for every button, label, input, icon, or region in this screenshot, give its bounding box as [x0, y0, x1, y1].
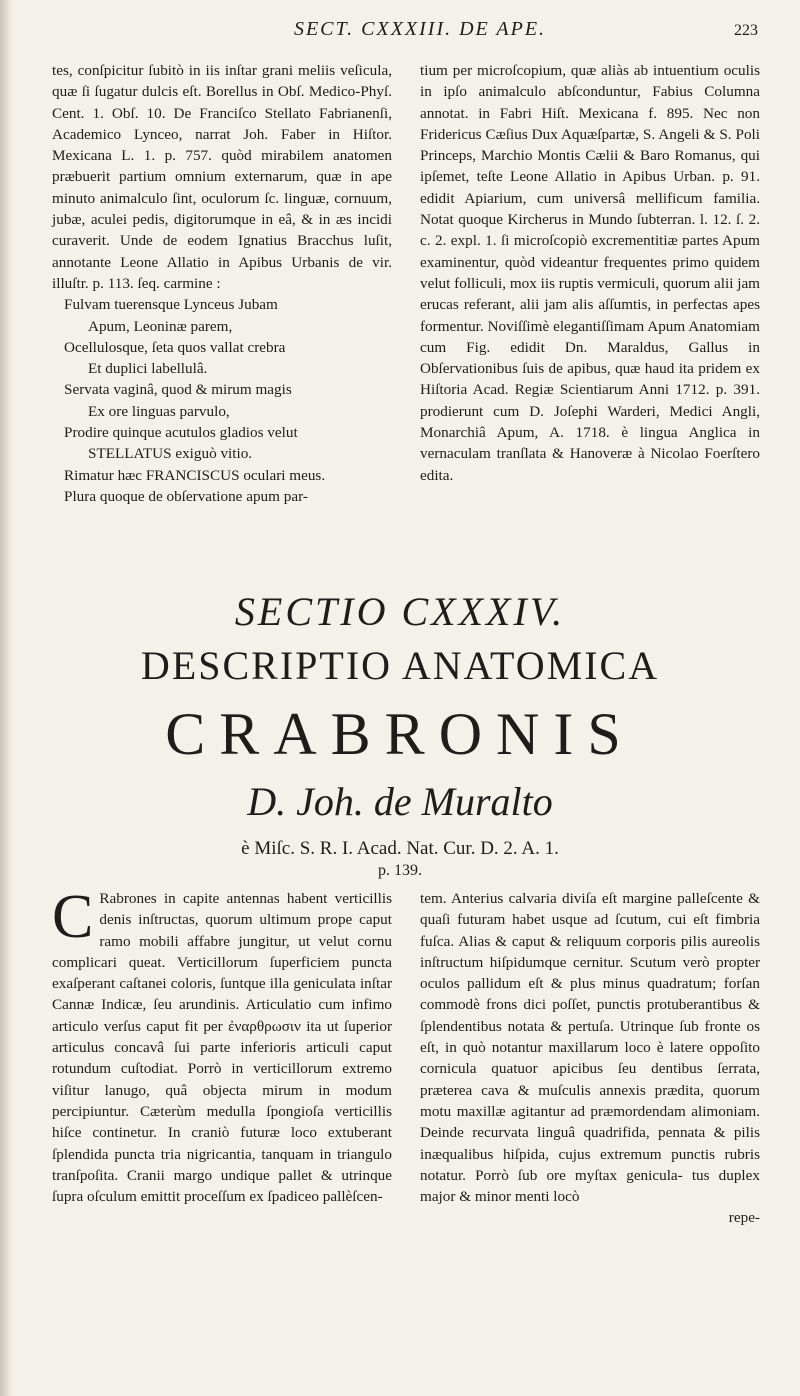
section-main-heading: CRABRONIS: [165, 701, 635, 767]
poem-line: Prodire quinque acutulos gladios velut: [64, 424, 298, 442]
right-column: [420, 60, 760, 486]
section-author: D. Joh. de Muralto: [247, 779, 553, 824]
body-left-column: [52, 883, 392, 1207]
poem-line: Rimatur hæc FRANCISCUS oculari meus.: [64, 466, 326, 484]
poem-line: STELLATUS exiguò vitio.: [88, 445, 253, 463]
poem-line: Plura quoque de obſervatione apum par-: [64, 487, 308, 505]
body-right-column: [420, 888, 760, 1229]
section-source-page: p. 139.: [378, 862, 422, 879]
running-head: SECT. CXXXIII. DE APE.: [293, 18, 547, 40]
section-source: è Miſc. S. R. I. Acad. Nat. Cur. D. 2. A. 1.: [241, 838, 559, 859]
body-left-text: Rabrones in capite antennas habent verticillis denis inſtructas, quorum ultimum prope caput ramo mobili affabre jungitur, ut velut cornu complicari queat. Verticillorum ſuperficiem puncta exaſperant caſtanei coloris, ſuntque illa geniculata inſtar Cannæ Indicæ, ſeu arundinis. Articulatio cum infimo articulo verſus caput fit per ἐναρθρωσιν ita ut ſuperior articulus concavâ ſui parte inferioris articuli caput rotundum cuſtodiat. Porrò in verticillorum extremo viſitur lanugo, quâ objecta mirum in modum percipiuntur. Cæterùm medulla ſpongioſa verticillis hiſce continetur. In craniò futuræ loco extuberant ſplendida puncta tria nigricantia, tanquam in triangulo tranſpoſita. Cranii margo undique pallet & utrinque ſupra oſculum emittit proceſſum ex ſpadiceo pallèſcen-: [52, 890, 392, 1206]
poem-line: Servata vaginâ, quod & mirum magis: [64, 381, 292, 399]
body-right-paragraph: tem. Anterius calvaria diviſa eſt margine palleſcente & quaſi futuram habet usque ad ſcutum, cui eſt fimbria fuſca. Alias & caput & reliquum corporis pilis aureolis inſtructum hiſpidumque cernitur. Scutum verò propter oculos pallidum eſt & plus minus quadratum; forſan commodè frons dici poſſet, punctis protuberantibus & ſplendentibus notata & pertuſa. Utrinque ſub fronte os eſt, in quò notantur maxillarum loco è latere oppoſito cornicula quatuor apicibus ſeu dentibus ſerrata, præterea cava & muſculis annexis prædita, quorum motu maxillæ agitantur ad præmordendam alimoniam. Deinde recurvata linguâ quadrifida, pennata & pilis inæqualibus hiſpida, cujus extremum punctis rubris notatur. Porrò ſub ore myſtax genicula- tus duplex major & minor menti locò: [420, 890, 760, 1206]
left-column: [52, 60, 392, 507]
poem: [52, 294, 392, 507]
section-title: SECTIO CXXXIV.: [234, 589, 566, 634]
page-number: 223: [734, 22, 758, 39]
poem-line: Fulvam tuerensque Lynceus Jubam: [64, 296, 278, 314]
binding-gutter: [0, 0, 14, 1396]
drop-cap: C: [52, 883, 94, 951]
poem-line: Et duplici labellulâ.: [88, 360, 208, 378]
section-subtitle: DESCRIPTIO ANATOMICA: [140, 643, 660, 688]
poem-line: Ex ore linguas parvulo,: [88, 402, 230, 420]
poem-line: Apum, Leoninæ parem,: [88, 317, 233, 335]
right-paragraph: tium per microſcopium, quæ aliàs ab intuentium oculis in ipſo animalculo abſconduntur, Fabius Columna annotat. in Fabri Hiſt. Mexicana f. 895. Nec non Fridericus Cæſius Dux Aquæſpartæ, S. Angeli & S. Poli Princeps, Marchio Montis Cælii & Baro Romanus, qui ipſemet, teſte Leone Allatio in Apibus Urban. p. 91. edidit Apiarium, cum universâ mellificum familia. Notat quoque Kircherus in Mundo ſubterran. l. 12. ſ. 2. c. 2. expl. 1. ſi microſcopiò excrementitiæ partes Apum examinentur, quòd videantur frequentes primo quidem velut folliculi, mox iis ruptis vermiculi, quorum alii jam erucas referant, alii jam alis aſſumtis, in perfectas apes formentur. Noviſſimè elegantiſſimam Apum Anatomiam cum Fig. edidit Dn. Maraldus, Gallus in Obſervationibus ſuis de apibus, quæ haud ita pridem ex Hiſtoria Acad. Regiæ Scientiarum Anni 1712. p. 391. prodierunt cum D. Joſephi Warderi, Medici Angli, Monarchiâ Apum, A. 1718. è lingua Anglica in vernaculam tranſlata & Hanoveræ à Nicolao Foerſtero edita.: [420, 62, 760, 484]
poem-line: Ocellulosque, ſeta quos vallat crebra: [64, 338, 286, 356]
left-paragraph: tes, conſpicitur ſubitò in iis inſtar grani meliis veſicula, quæ ſi ſugatur dulcis eſt. Borellus in Obſ. Medico-Phyſ. Cent. 1. Obſ. 10. De Franciſco Stellato Fabrianenſi, Academico Lynceo, narrat Joh. Faber in Hiſtor. Mexicana L. 1. p. 757. quòd mirabilem anatomen præbuerit partium omnium externarum, quæ in ape minuto animalculo ſint, oculorum ſc. linguæ, cornuum, jubæ, aculei pedis, digitorumque in eâ, & in æs incidi curaverit. Unde de eodem Ignatius Bracchus luſit, annotante Leone Allatio in Apibus Urbanis de vir. illuſtr. p. 113. ſeq. carmine :: [52, 62, 392, 292]
catchword: repe-: [728, 1209, 760, 1227]
body-left-paragraph: [52, 883, 392, 1207]
